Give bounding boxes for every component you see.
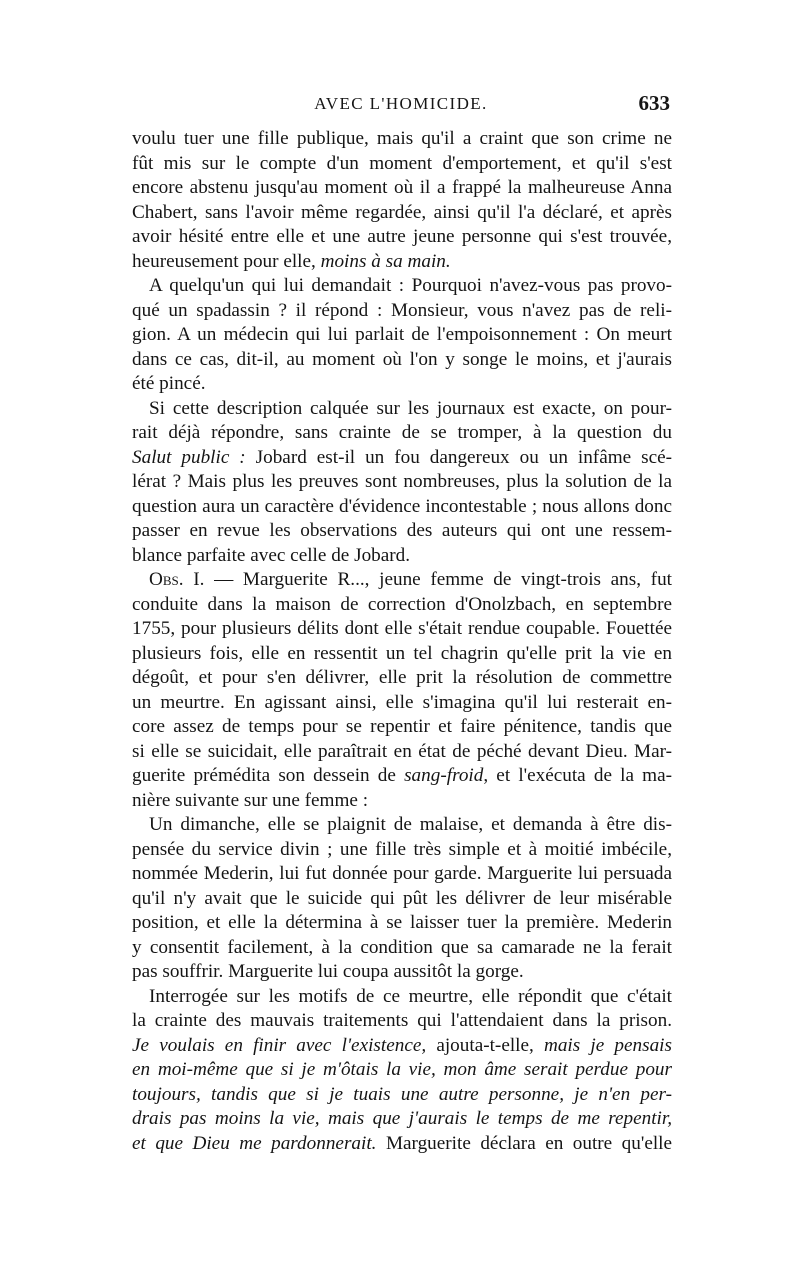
text-line: [132, 1083, 672, 1108]
text-line: qu'il n'y avait que le suicide qui pût les délivrer de leur misérable: [132, 887, 672, 909]
italic-segment: Salut public :: [132, 446, 246, 468]
italic-segment: et que Dieu me pardonnerait.: [132, 1132, 377, 1154]
text-segment: Jobard est-il un fou dangereux ou un infâme scé-: [255, 446, 672, 468]
italic-segment: en moi-même que si je m'ôtais la vie, mon âme serait perdue pour: [132, 1059, 672, 1080]
text-line: dégoût, et pour s'en délivrer, elle prit la résolution de commettre: [132, 667, 672, 688]
text-line: [132, 1058, 672, 1083]
text-segment: , et l'exécuta de la ma-: [483, 765, 672, 786]
text-segment: Marguerite déclara en outre qu'elle: [385, 1132, 673, 1154]
observation-label: Obs. I.: [149, 569, 205, 590]
text-segment: guerite prémédita son dessein de: [132, 765, 396, 786]
italic-segment: sang-froid: [404, 765, 484, 786]
text-line: gion. A un médecin qui lui parlait de l'empoisonnement : On meurt: [132, 324, 672, 345]
text-line: [132, 764, 672, 789]
running-title: AVEC L'HOMICIDE.: [314, 94, 488, 113]
text-line: position, et elle la détermina à se laisser tuer la première. Mederin: [132, 912, 672, 933]
text-line: [132, 1034, 672, 1059]
text-line: la crainte des mauvais traitements qui l'attendaient dans la prison.: [132, 1010, 672, 1031]
page-number: 633: [638, 91, 670, 115]
text-line: si elle se suicidait, elle paraîtrait en état de péché devant Dieu. Mar-: [132, 740, 672, 762]
text-line: rait déjà répondre, sans crainte de se tromper, à la question du: [132, 422, 672, 443]
text-line: Si cette description calquée sur les journaux est exacte, on pour-: [149, 397, 672, 419]
text-line: fût mis sur le compte d'un moment d'emportement, et qu'il s'est: [132, 152, 672, 174]
text-line: qué un spadassin ? il répond : Monsieur, vous n'avez pas de reli-: [132, 299, 672, 321]
text-line: été pincé.: [132, 373, 206, 394]
text-line: blance parfaite avec celle de Jobard.: [132, 544, 411, 566]
text-line: conduite dans la maison de correction d'Onolzbach, en septembre: [132, 593, 672, 615]
italic-segment: Je voulais en finir avec l'existence,: [132, 1034, 427, 1056]
text-segment: ajouta-t-elle,: [436, 1034, 534, 1056]
text-line: passer en revue les observations des auteurs qui ont une ressem-: [132, 520, 672, 541]
text-line: [132, 568, 672, 593]
text-segment: heureusement pour elle,: [132, 250, 316, 272]
running-header: [132, 91, 670, 120]
text-line: plusieurs fois, elle en ressentit un tel chagrin qu'elle prit la vie en: [132, 642, 672, 664]
text-segment: — Marguerite R..., jeune femme de vingt-trois ans, fut: [214, 569, 672, 590]
italic-segment: mais je pensais: [543, 1034, 672, 1056]
text-line: 1755, pour plusieurs délits dont elle s'était rendue coupable. Fouettée: [132, 618, 672, 639]
text-line: core assez de temps pour se repentir et faire pénitence, tandis que: [132, 716, 672, 737]
text-line: encore abstenu jusqu'au moment où il a frappé la malheureuse Anna: [132, 177, 672, 198]
text-line: Chabert, sans l'avoir même regardée, ainsi qu'il l'a déclaré, et après: [132, 201, 672, 223]
text-line: y consentit facilement, à la condition que sa camarade ne la ferait: [132, 936, 672, 958]
body-text: [132, 127, 672, 1156]
text-line: [132, 1107, 672, 1132]
text-line: [132, 250, 672, 275]
text-line: avoir hésité entre elle et une autre jeune personne qui s'est trouvée,: [132, 226, 672, 247]
text-line: un meurtre. En agissant ainsi, elle s'imagina qu'il lui resterait en-: [132, 691, 672, 713]
text-line: question aura un caractère d'évidence incontestable ; nous allons donc: [132, 495, 672, 517]
text-line: [132, 446, 672, 471]
text-line: Interrogée sur les motifs de ce meurtre, elle répondit que c'était: [149, 985, 672, 1007]
italic-segment: toujours, tandis que si je tuais une autre personne, je n'en per-: [132, 1083, 672, 1105]
text-line: pas souffrir. Marguerite lui coupa aussitôt la gorge.: [132, 961, 524, 982]
text-line: dans ce cas, dit-il, au moment où l'on y songe le moins, et j'aurais: [132, 348, 672, 370]
text-line: nière suivante sur une femme :: [132, 789, 369, 811]
text-line: nommée Mederin, lui fut donnée pour garde. Marguerite lui persuada: [132, 863, 672, 884]
text-line: A quelqu'un qui lui demandait : Pourquoi n'avez-vous pas provo-: [149, 275, 672, 296]
italic-segment: moins à sa main.: [320, 250, 451, 272]
text-line: pensée du service divin ; une fille très simple et à moitié imbécile,: [132, 838, 672, 860]
text-line: [132, 1132, 672, 1157]
text-line: voulu tuer une fille publique, mais qu'il a craint que son crime ne: [132, 128, 672, 149]
italic-segment: drais pas moins la vie, mais que j'aurais le temps de me repentir,: [132, 1108, 672, 1129]
text-line: lérat ? Mais plus les preuves sont nombreuses, plus la solution de la: [132, 471, 672, 492]
text-line: Un dimanche, elle se plaignit de malaise, et demanda à être dis-: [149, 814, 672, 835]
